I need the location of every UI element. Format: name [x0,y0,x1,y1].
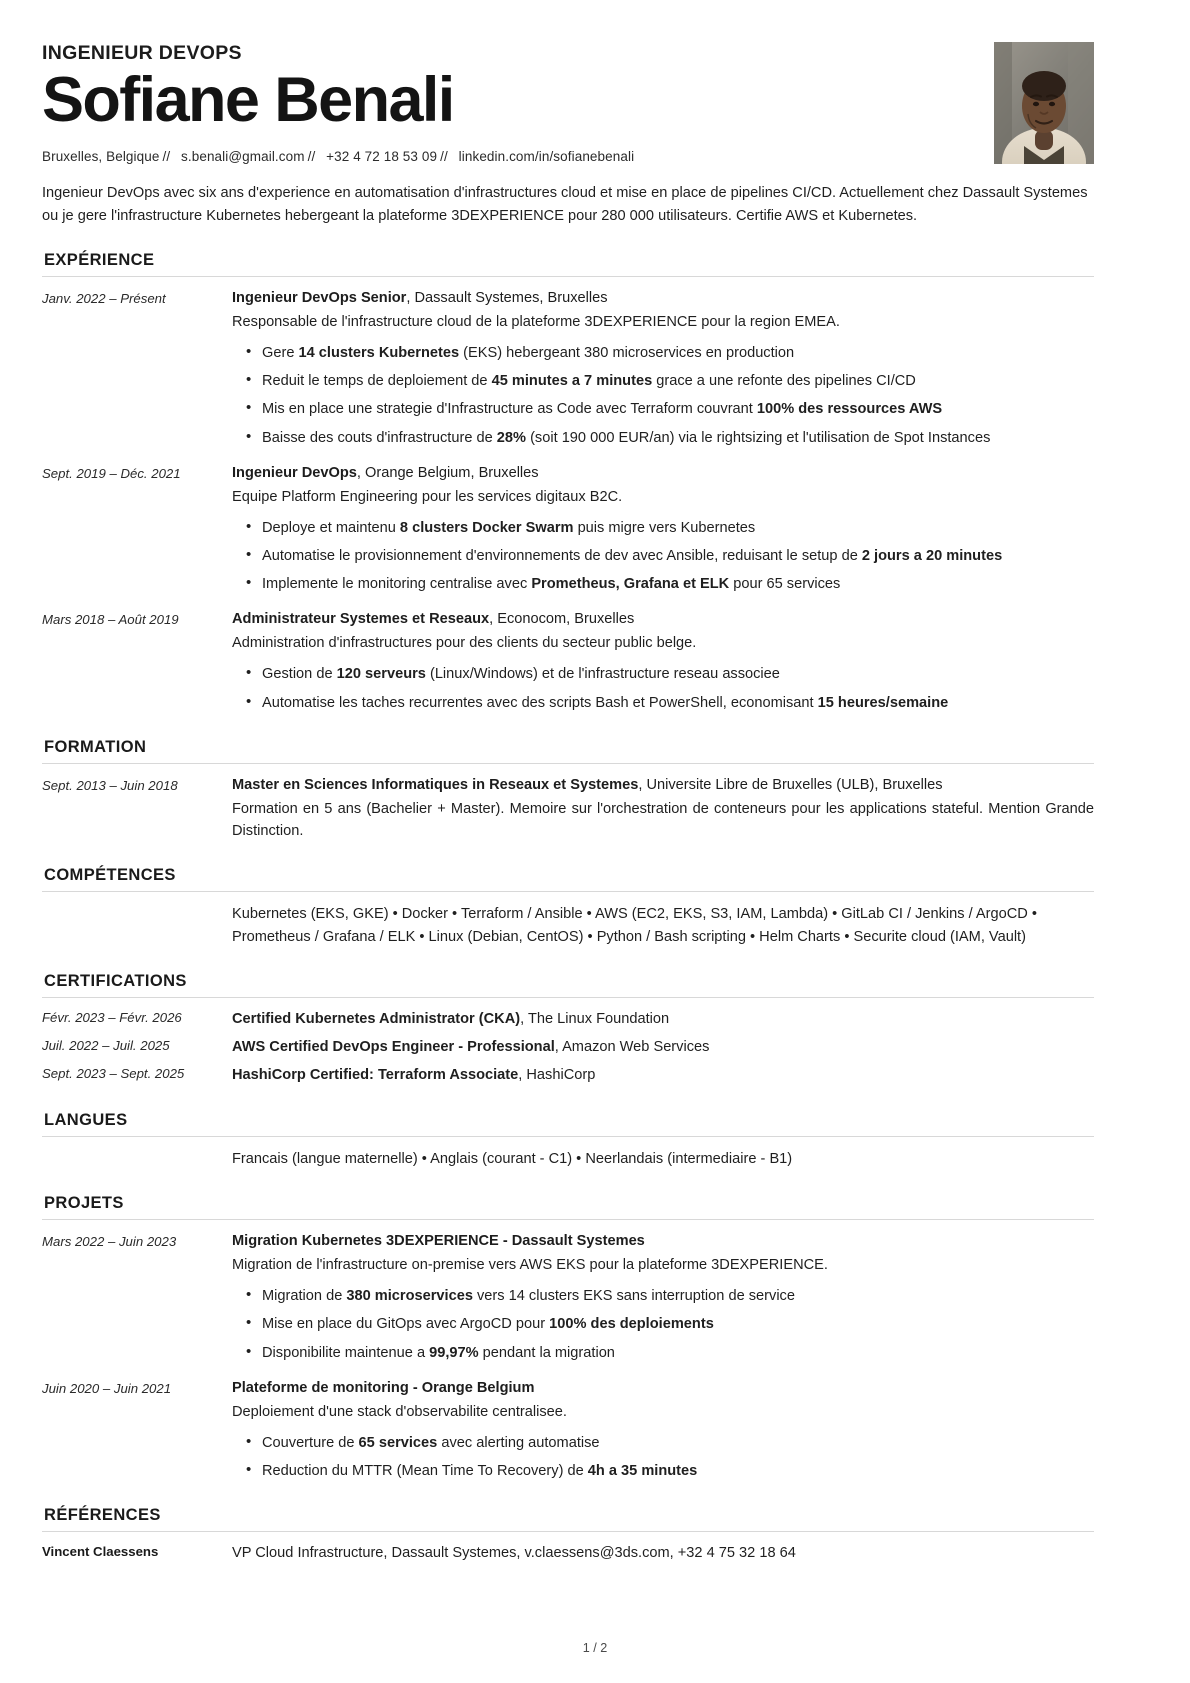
section-divider [42,1136,1094,1137]
reference-name: Vincent Claessens [42,1544,159,1560]
bullet-item [262,663,1094,685]
resume-entry [42,1378,1094,1482]
bullet-emphasis: 100% des deploiements [549,1316,714,1333]
entry-role: Ingenieur DevOps [232,464,357,481]
certification-text [232,1037,1094,1059]
bullet-item [262,1460,1094,1482]
bullet-text: Disponibilite maintenue a [262,1344,430,1361]
section-projets [42,1194,1094,1482]
contact-email[interactable]: s.benali@gmail.com [181,149,305,165]
certification-issuer: , Amazon Web Services [554,1038,710,1055]
bullet-emphasis: 45 minutes a 7 minutes [491,373,653,390]
bullet-item [262,573,1094,595]
bullet-item [262,427,1094,449]
bullet-text: Gere [262,345,299,362]
certification-date: Sept. 2023 – Sept. 2025 [42,1065,185,1081]
headline-job-title: INGENIEUR DEVOPS [42,42,242,64]
bullet-text: Deploye et maintenu [262,519,400,536]
entry-date: Janv. 2022 – Présent [42,291,166,307]
competences-block [42,903,1094,948]
certification-name: Certified Kubernetes Administrator (CKA) [232,1010,521,1027]
certification-issuer: , HashiCorp [518,1066,596,1083]
bullet-item [262,545,1094,567]
contact-linkedin[interactable]: linkedin.com/in/sofianebenali [458,149,635,165]
reference-detail: VP Cloud Infrastructure, Dassault Systemes, v.claessens@3ds.com, +32 4 75 32 18 64 [232,1545,796,1562]
bullet-emphasis: 380 microservices [346,1288,473,1305]
formation-entries [42,775,1094,842]
entry-body [232,1378,1094,1482]
entry-body [232,463,1094,596]
bullet-emphasis: 8 clusters Docker Swarm [399,519,574,536]
entry-date: Sept. 2019 – Déc. 2021 [42,465,181,481]
bullet-text: (soit 190 000 EUR/an) via le rightsizing et l'utilisation de Spot Instances [526,429,991,446]
bullet-text: (Linux/Windows) et de l'infrastructure reseau associee [425,666,780,683]
bullet-text: Gestion de [262,666,337,683]
entry-title [232,609,1094,631]
bullet-item [262,1342,1094,1364]
bullet-item [262,692,1094,714]
bullet-item [262,1285,1094,1307]
entry-description: Equipe Platform Engineering pour les services digitaux B2C. [232,488,623,505]
section-title-certifications: CERTIFICATIONS [44,971,187,990]
entry-organisation: , Universite Libre de Bruxelles (ULB), Bruxelles [638,776,943,793]
entry-bullet-list [232,517,1094,596]
entry-title [232,288,1094,310]
bullet-item [262,517,1094,539]
certification-text [232,1009,1094,1031]
entry-title [232,463,1094,485]
profile-photo [994,42,1094,164]
page-footer [0,1641,1190,1655]
bullet-text: Reduit le temps de deploiement de [262,373,492,390]
entry-date: Sept. 2013 – Juin 2018 [42,777,178,793]
certification-row [42,1037,1094,1059]
gutter-spacer [42,1148,232,1170]
contact-separator-2: // [307,149,316,165]
bullet-emphasis: 14 clusters Kubernetes [298,345,460,362]
section-divider [42,1219,1094,1220]
section-references [42,1506,1094,1565]
contact-separator-1: // [162,149,171,165]
section-title-competences: COMPÉTENCES [44,866,176,885]
resume-entry [42,288,1094,449]
bullet-item [262,1432,1094,1454]
bullet-item [262,1313,1094,1335]
bullet-text: Reduction du MTTR (Mean Time To Recovery) de [262,1462,588,1479]
bullet-text: Mis en place une strategie d'Infrastructure as Code avec Terraform couvrant [262,401,757,418]
bullet-text: Mise en place du GitOps avec ArgoCD pour [262,1316,550,1333]
section-divider [42,891,1094,892]
contact-line [42,149,1094,164]
portrait-illustration [994,42,1094,164]
bullet-emphasis: 100% des ressources AWS [756,401,943,418]
bullet-emphasis: 15 heures/semaine [817,694,949,711]
section-divider [42,1531,1094,1532]
section-divider [42,276,1094,277]
entry-date: Mars 2022 – Juin 2023 [42,1234,177,1250]
reference-row [42,1543,1094,1565]
entry-bullet-list [232,342,1094,449]
bullet-text: Automatise le provisionnement d'environnements de dev avec Ansible, reduisant le setup de [262,548,862,565]
bullet-text: (EKS) hebergeant 380 microservices en production [459,345,795,362]
entry-role: Migration Kubernetes 3DEXPERIENCE - Dassault Systemes [232,1233,645,1250]
bullet-emphasis: 28% [496,429,527,446]
gutter-spacer [42,903,232,948]
entry-role: Master en Sciences Informatiques in Reseaux et Systemes [232,776,639,793]
certification-name: HashiCorp Certified: Terraform Associate [232,1066,519,1083]
bullet-text: Couverture de [262,1434,359,1451]
section-title-experience: EXPÉRIENCE [44,251,155,270]
professional-summary: Ingenieur DevOps avec six ans d'experience en automatisation d'infrastructures cloud et mise en place de pipelines CI/CD. Actuellement chez Dassault Systemes ou je gere l'infrastructure Kubernetes hebergeant la plateforme 3DEXPERIENCE pour 280 000 utilisateurs. Certifie AWS et Kubernetes. [42,185,1088,224]
certification-list [42,1009,1094,1087]
bullet-emphasis: 120 serveurs [336,666,426,683]
contact-location: Bruxelles, Belgique [42,149,160,165]
entry-date: Juin 2020 – Juin 2021 [42,1380,172,1396]
entry-description: Formation en 5 ans (Bachelier + Master). Memoire sur l'orchestration de conteneurs pour les applications stateful. Mention Grande Distinction. [232,800,1094,839]
entry-description: Deploiement d'une stack d'observabilite centralisee. [232,1403,567,1420]
bullet-text: avec alerting automatise [437,1434,600,1451]
certification-date: Juil. 2022 – Juil. 2025 [42,1037,170,1053]
competences-text: Kubernetes (EKS, GKE) • Docker • Terraform / Ansible • AWS (EC2, EKS, S3, IAM, Lambda) • GitLab CI / Jenkins / ArgoCD • Prometheus / Grafana / ELK • Linux (Debian, CentOS) • Python / Bash scripting • Helm Charts • Securite cloud (IAM, Vault) [232,906,1037,945]
bullet-emphasis: Prometheus, Grafana et ELK [531,576,730,593]
entry-body [232,775,1094,842]
bullet-item [262,370,1094,392]
bullet-text: pour 65 services [729,576,841,593]
entry-organisation: , Econocom, Bruxelles [489,611,635,628]
section-title-formation: FORMATION [44,737,147,756]
bullet-text: Baisse des couts d'infrastructure de [262,429,497,446]
section-experience [42,251,1094,714]
bullet-text: Automatise les taches recurrentes avec des scripts Bash et PowerShell, economisant [262,694,818,711]
bullet-emphasis: 99,97% [429,1344,479,1361]
resume-entry [42,1231,1094,1364]
entry-title [232,1378,1094,1400]
bullet-text: vers 14 clusters EKS sans interruption de service [472,1288,795,1305]
entry-description: Migration de l'infrastructure on-premise vers AWS EKS pour la plateforme 3DEXPERIENCE. [232,1257,828,1274]
projet-entries [42,1231,1094,1482]
certification-row [42,1009,1094,1031]
section-divider [42,997,1094,998]
bullet-emphasis: 65 services [358,1434,438,1451]
bullet-text: Migration de [262,1288,347,1305]
resume-entry [42,609,1094,713]
entry-role: Administrateur Systemes et Reseaux [232,611,490,628]
certification-name: AWS Certified DevOps Engineer - Professional [232,1038,555,1055]
resume-entry [42,463,1094,596]
certification-issuer: , The Linux Foundation [520,1010,670,1027]
entry-role: Ingenieur DevOps Senior [232,290,407,307]
section-title-langues: LANGUES [44,1110,128,1129]
contact-separator-3: // [440,149,448,165]
section-title-references: RÉFÉRENCES [44,1506,161,1525]
bullet-emphasis: 2 jours a 20 minutes [861,548,1003,565]
entry-bullet-list [232,1432,1094,1482]
page-indicator: 1 / 2 [582,1641,608,1655]
certification-date: Févr. 2023 – Févr. 2026 [42,1009,182,1025]
certification-row [42,1065,1094,1087]
bullet-item [262,342,1094,364]
section-title-projets: PROJETS [44,1194,124,1213]
entry-role: Plateforme de monitoring - Orange Belgium [232,1379,535,1396]
bullet-emphasis: 4h a 35 minutes [587,1462,698,1479]
bullet-text: grace a une refonte des pipelines CI/CD [652,373,916,390]
resume-entry [42,775,1094,842]
entry-title [232,775,1094,797]
experience-entries [42,288,1094,714]
entry-body [232,1231,1094,1364]
entry-organisation: , Dassault Systemes, Bruxelles [406,290,608,307]
entry-title [232,1231,1094,1253]
section-divider [42,763,1094,764]
bullet-text: Implemente le monitoring centralise avec [262,576,532,593]
entry-description: Responsable de l'infrastructure cloud de la plateforme 3DEXPERIENCE pour la region EMEA. [232,313,840,330]
entry-description: Administration d'infrastructures pour des clients du secteur public belge. [232,635,697,652]
entry-date: Mars 2018 – Août 2019 [42,612,179,628]
contact-phone[interactable]: +32 4 72 18 53 09 [326,149,438,165]
bullet-text: puis migre vers Kubernetes [573,519,756,536]
entry-bullet-list [232,1285,1094,1364]
resume-header [42,42,1094,227]
entry-body [232,609,1094,713]
section-competences [42,866,1094,948]
reference-list [42,1543,1094,1565]
section-langues [42,1111,1094,1170]
section-certifications [42,972,1094,1087]
certification-text [232,1065,1094,1087]
entry-bullet-list [232,663,1094,713]
section-formation [42,738,1094,842]
bullet-item [262,398,1094,420]
entry-organisation: , Orange Belgium, Bruxelles [356,464,539,481]
langues-text: Francais (langue maternelle) • Anglais (courant - C1) • Neerlandais (intermediaire - B1) [232,1150,793,1167]
entry-body [232,288,1094,449]
bullet-text: pendant la migration [478,1344,615,1361]
candidate-name: Sofiane Benali [42,65,454,135]
langues-block [42,1148,1094,1170]
